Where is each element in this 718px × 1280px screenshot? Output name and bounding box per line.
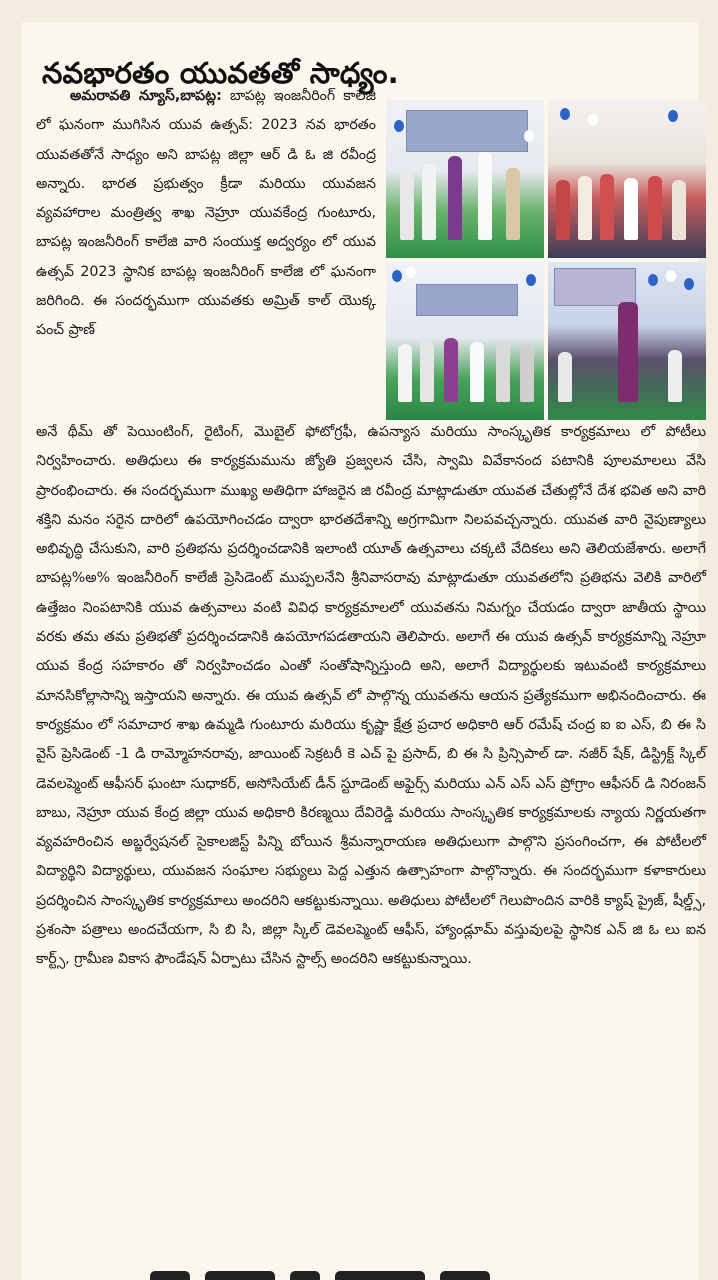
body-text: అనే థీమ్ తో పెయింటింగ్, రైటింగ్, మొబైల్ ఫోటోగ్రఫీ, ఉపన్యాస మరియు సాంస్కృతిక కార్యక్రమాలు లో పోటీలు నిర్వహించారు. అతిధులు ఈ కార్యక్రమమును జ్యోతి ప్రజ్వలన చేసి, స్వామి వివేకానంద పటానికి పూలమాలలు వేసి ప్రారంభించారు. ఈ సందర్భముగా ముఖ్య అతిధిగా హాజరైన జి రవీంద్ర మాట్లాడుతూ యువత చేతుల్లోనే దేశ భవిత అని వారి శక్తిని మనం సరైన దారిలో ఉపయోగించడం ద్వారా భారతదేశాన్ని అగ్రగామిగా నిలపవచ్చన్నారు. యువత వారి నైపుణ్యాలు అభివృద్ధి చేసుకుని, వారి ప్రతిభను ప్రదర్శించడానికి ఇలాంటి యూత్ ఉత్సవాలు చక్కటి వేదికలు అని తెలియజేశారు. అలాగే బాపట్ల%అ% ఇంజనీరింగ్ కాలేజీ ప్రెసిడెంట్ ముప్పలనేని శ్రీనివాసరావు మాట్లాడుతూ యువతలోని ప్రతిభను వెలికి వారిలో ఉత్తేజం నింపటానికి యువ ఉత్సవాలు వంటి వివిధ కార్యక్రమాలలో యువతను నిమగ్నం చేయడం ద్వారా జాతీయ స్థాయి వరకు తమ తమ ప్రతిభతో ప్రదర్శించడానికి ఉపయోగపడతాయని తెలిపారు. అలాగే ఈ యువ ఉత్సవ్ కార్యక్రమాన్ని నెహ్రూ యువ కేంద్ర సహకారం తో నిర్వహించడం ఎంతో సంతోషాన్నిస్తుంది అని, అలాగే విద్యార్థులకు ఇటువంటి కార్యక్రమాలు మానసికోల్లాసాన్ని ఇస్తాయని అన్నారు. ఈ యువ ఉత్సవ్ లో పాల్గొన్న యువతను ఆయన ప్రత్యేకముగా అభినందించారు. ఈ కార్యక్రమం లో సమాచార శాఖ ఉమ్మడి గుంటూరు మరియు కృష్ణా క్షేత్ర ప్రచార అధికారి ఆర్ రమేష్ చంద్ర ఐ ఐ ఎస్, బి ఈ సి వైస్ ప్రెసిడెంట్ -1 డి రామ్మోహనరావు, జాయింట్ సెక్రటరీ కె ఎచ్ పై ప్రసాద్, బి ఈ సి ప్రిన్సిపాల్ డా. నజీర్ షేక్, డిస్ట్రిక్ట్ స్కిల్ డెవలప్మెంట్ ఆఫీసర్ ఘంటా సుధాకర్, అసోసియేట్ డీన్ స్టూడెంట్ అఫైర్స్ మరియు ఎన్ ఎస్ ఎస్ ప్రోగ్రాం ఆఫీసర్ డి నిరంజన్ బాబు, నెహ్రూ యువ కేంద్ర జిల్లా యువ అధికారి కిరణ్మయి దేవిరెడ్డి మరియు సాంస్కృతిక కార్యక్రమాలకు న్యాయ నిర్ణయతగా వ్యవహరించిన అబ్జర్వేషనల్ సైకాలజిస్ట్ పిన్ని బోయిన శ్రీమన్నారాయణ అతిధులుగా పాల్గొని ప్రసంగించగా, ఈ పోటీలలో విద్యార్థిని విద్యార్థులు, యువజన సంఘాల సభ్యులు పెద్ద ఎత్తున ఉత్సాహంగా పాల్గొన్నారు. ఈ సందర్భముగా కళాకారులు ప్రదర్శించిన సాంస్కృతిక కార్యక్రమాలు అందరిని ఆకట్టుకున్నాయి. అతిధులు పోటీలలో గెలుపొందిన వారికి క్యాష్ ప్రైజ్, షీల్డ్స్, ప్రశంసా పత్రాలు అందచేయగా, సి బి సి, జిల్లా స్కిల్ డెవలప్మెంట్ ఆఫీస్, హ్యాండ్లూమ్ వస్తువులపై స్థానిక ఎన్ జి ఓ లు ఐన కార్ట్స్, గ్రామీణ వికాస ఫౌండేషన్ ఏర్పాటు చేసిన స్టాల్స్ అందరిని ఆకట్టుకున్నాయి. [36,424,706,968]
dateline: అమరావతి న్యూస్,బాపట్ల: [70,88,222,104]
balloon [524,130,534,142]
speaker [618,302,638,402]
person [496,340,510,402]
prize-distribution-photo [386,262,544,420]
next-headline-cutoff [150,1266,590,1280]
balloon [648,274,658,286]
photo-collage [386,100,706,422]
person [556,180,570,240]
person [470,342,484,402]
lead-paragraph [36,82,376,346]
balloon [392,270,402,282]
cut-glyph [150,1271,190,1280]
cut-glyph [440,1271,490,1280]
lead-text: బాపట్ల ఇంజనీరింగ్ కాలేజి లో ఘనంగా ముగిసిన యువ ఉత్సవ్: 2023 నవ భారతం యువతతోనే సాధ్యం అని బాపట్ల జిల్లా ఆర్ డి ఓ జి రవీంద్ర అన్నారు. భారత ప్రభుత్వం క్రీడా మరియు యువజన వ్యవహారాల మంత్రిత్వ శాఖ నెహ్రూ యువకేంద్ర గుంటూరు, బాపట్ల ఇంజనీరింగ్ కాలేజి వారి సంయుక్త అద్వర్యం లో యువ ఉత్సవ్ 2023 స్థానిక బాపట్ల ఇంజనీరింగ్ కాలేజి లో ఘనంగా జరిగింది. ఈ సందర్భముగా యువతకు అమ్రిత్ కాల్ యొక్క పంచ్ ప్రాణ్ [36,88,376,339]
person [478,152,492,240]
person [668,350,682,402]
person [400,170,414,240]
lamp-lighting-photo [386,100,544,258]
stage-banner [554,268,636,306]
person [448,156,462,240]
person [558,352,572,402]
stage-banner [406,110,528,152]
person [600,174,614,240]
cut-glyph [335,1271,425,1280]
cut-glyph [290,1271,320,1280]
person [506,168,520,240]
balloon [560,108,570,120]
speaker-at-podium-photo [548,262,706,420]
person [648,176,662,240]
person [422,164,436,240]
person [624,178,638,240]
person [520,344,534,402]
stage-banner [416,284,518,316]
balloon [394,120,404,132]
headline: నవభారతం యువతతో సాధ్యం. [42,56,399,91]
article-body [36,418,706,975]
person [420,340,434,402]
person [672,180,686,240]
balloon [668,110,678,122]
person [578,176,592,240]
cut-glyph [205,1271,275,1280]
person [444,338,458,402]
balloon [588,114,598,126]
person [398,344,412,402]
balloon [406,266,416,278]
balloon [684,278,694,290]
balloon [666,270,676,282]
balloon [526,274,536,286]
group-photo [548,100,706,258]
